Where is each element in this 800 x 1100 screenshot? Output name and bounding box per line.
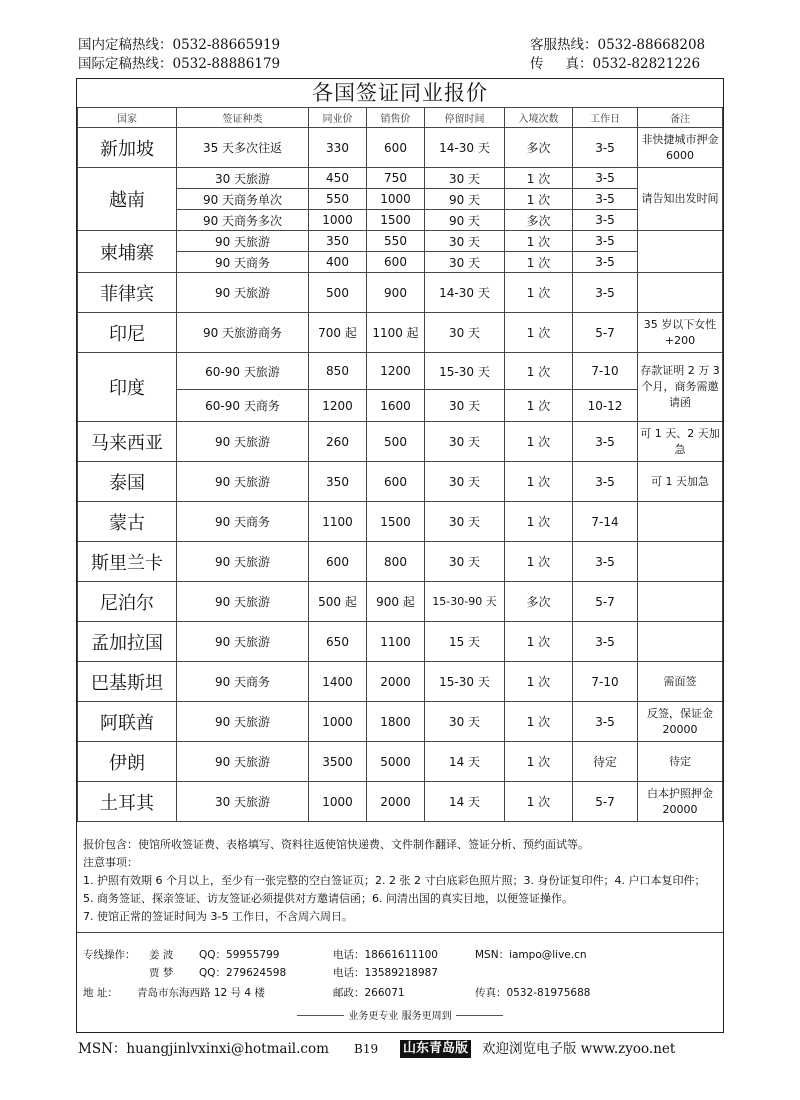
table-row <box>78 168 723 189</box>
notes-title: 注意事项： <box>83 856 138 869</box>
peer-price-cell: 260 <box>309 422 367 462</box>
visa-type-cell: 60-90 天商务 <box>177 390 309 422</box>
sale-price-cell: 900 起 <box>367 582 425 622</box>
terms-section <box>83 836 715 926</box>
visa-type-cell: 30 天旅游 <box>177 168 309 189</box>
sale-price-cell: 600 <box>367 462 425 502</box>
country-cell: 阿联酋 <box>78 702 177 742</box>
fax-label: 传 <box>530 56 544 72</box>
fax-contact: 传真：0532-81975688 <box>475 987 591 999</box>
page-number: B19 <box>354 1042 379 1056</box>
visa-type-cell: 90 天商务 <box>177 252 309 273</box>
entry-cell: 1 次 <box>505 168 573 189</box>
workdays-cell: 3-5 <box>573 189 638 210</box>
table-row <box>78 582 723 622</box>
peer-price-cell: 850 <box>309 353 367 390</box>
sale-price-cell: 750 <box>367 168 425 189</box>
address: 青岛市东海西路 12 号 4 楼 <box>137 987 265 999</box>
note-cell: 可 1 天、2 天加急 <box>638 422 723 462</box>
workdays-cell: 5-7 <box>573 582 638 622</box>
workdays-cell: 3-5 <box>573 128 638 168</box>
operator-phone: 电话：18661611100 <box>333 949 438 961</box>
peer-price-cell: 1400 <box>309 662 367 702</box>
intl-hotline: 国际定稿热线：0532-88886179 <box>78 56 281 72</box>
visa-type-cell: 90 天旅游 <box>177 582 309 622</box>
stay-cell: 14 天 <box>425 742 505 782</box>
note-cell: 请告知出发时间 <box>638 168 723 231</box>
entry-cell: 1 次 <box>505 390 573 422</box>
country-cell: 尼泊尔 <box>78 582 177 622</box>
stay-cell: 30 天 <box>425 542 505 582</box>
country-cell: 新加坡 <box>78 128 177 168</box>
workdays-cell: 3-5 <box>573 622 638 662</box>
note-cell <box>638 582 723 622</box>
workdays-cell: 5-7 <box>573 313 638 353</box>
sale-price-cell: 1100 起 <box>367 313 425 353</box>
column-header: 备注 <box>638 108 723 128</box>
visa-type-cell: 90 天旅游 <box>177 542 309 582</box>
stay-cell: 15-30-90 天 <box>425 582 505 622</box>
peer-price-cell: 1100 <box>309 502 367 542</box>
notes-text: 1. 护照有效期 6 个月以上，至少有一张完整的空白签证页；2. 2 张 2 寸白底彩色照片照；3. 身份证复印件；4. 户口本复印件；5. 商务签证、探亲签证、访友签证必须提供对方邀请信函；6. 问清出国的真实目地，以便签证操作。 <box>83 874 706 905</box>
column-header: 销售价 <box>367 108 425 128</box>
peer-price-cell: 1000 <box>309 782 367 822</box>
column-header: 工作日 <box>573 108 638 128</box>
column-header: 同业价 <box>309 108 367 128</box>
stay-cell: 90 天 <box>425 189 505 210</box>
peer-price-cell: 400 <box>309 252 367 273</box>
entry-cell: 1 次 <box>505 782 573 822</box>
operator-qq: QQ：279624598 <box>199 967 287 979</box>
slogan-text: 业务更专业 服务更周到 <box>344 1011 455 1022</box>
country-cell: 孟加拉国 <box>78 622 177 662</box>
column-header: 签证种类 <box>177 108 309 128</box>
stay-cell: 15 天 <box>425 622 505 662</box>
sale-price-cell: 1500 <box>367 210 425 231</box>
visa-price-table <box>77 107 723 822</box>
sale-price-cell: 1200 <box>367 353 425 390</box>
footer-website: 欢迎浏览电子版 www.zyoo.net <box>482 1041 676 1057</box>
country-cell: 伊朗 <box>78 742 177 782</box>
visa-type-cell: 90 天旅游商务 <box>177 313 309 353</box>
workdays-cell: 10-12 <box>573 390 638 422</box>
divider <box>77 932 723 933</box>
country-cell: 越南 <box>78 168 177 231</box>
operator-phone: 电话：13589218987 <box>333 967 438 979</box>
entry-cell: 1 次 <box>505 702 573 742</box>
workdays-cell: 3-5 <box>573 210 638 231</box>
entry-cell: 1 次 <box>505 231 573 252</box>
table-row <box>78 702 723 742</box>
country-cell: 印尼 <box>78 313 177 353</box>
country-cell: 马来西亚 <box>78 422 177 462</box>
address-label: 地 址： <box>83 987 118 999</box>
peer-price-cell: 1000 <box>309 210 367 231</box>
sale-price-cell: 1600 <box>367 390 425 422</box>
table-row <box>78 128 723 168</box>
price-includes: 报价包含：使馆所收签证费、表格填写、资料往返使馆快递费、文件制作翻译、签证分析、预约面试等。 <box>83 838 589 851</box>
stay-cell: 30 天 <box>425 168 505 189</box>
table-row <box>78 313 723 353</box>
column-header: 停留时间 <box>425 108 505 128</box>
note-cell: 35 岁以下女性+200 <box>638 313 723 353</box>
peer-price-cell: 650 <box>309 622 367 662</box>
sale-price-cell: 1800 <box>367 702 425 742</box>
note-cell <box>638 542 723 582</box>
sale-price-cell: 600 <box>367 128 425 168</box>
slogan <box>77 1007 723 1022</box>
sale-price-cell: 600 <box>367 252 425 273</box>
workdays-cell: 7-10 <box>573 662 638 702</box>
entry-cell: 1 次 <box>505 662 573 702</box>
sale-price-cell: 550 <box>367 231 425 252</box>
operator-name: 姜 波 <box>149 949 174 961</box>
workdays-cell: 3-5 <box>573 462 638 502</box>
country-cell: 菲律宾 <box>78 273 177 313</box>
operator-qq: QQ：59955799 <box>199 949 280 961</box>
entry-cell: 1 次 <box>505 273 573 313</box>
country-cell: 柬埔寨 <box>78 231 177 273</box>
stay-cell: 30 天 <box>425 313 505 353</box>
fax-number: 真：0532-82821226 <box>565 56 701 72</box>
workdays-cell: 3-5 <box>573 168 638 189</box>
country-cell: 斯里兰卡 <box>78 542 177 582</box>
postal-code: 邮政：266071 <box>333 987 405 999</box>
visa-type-cell: 90 天旅游 <box>177 273 309 313</box>
entry-cell: 1 次 <box>505 742 573 782</box>
table-row <box>78 782 723 822</box>
country-cell: 印度 <box>78 353 177 422</box>
workdays-cell: 待定 <box>573 742 638 782</box>
note-cell <box>638 502 723 542</box>
peer-price-cell: 1200 <box>309 390 367 422</box>
service-hotline: 客服热线：0532-88668208 <box>530 37 706 53</box>
workdays-cell: 7-10 <box>573 353 638 390</box>
stay-cell: 14-30 天 <box>425 128 505 168</box>
visa-type-cell: 30 天旅游 <box>177 782 309 822</box>
fax-line <box>530 55 700 73</box>
visa-type-cell: 90 天商务 <box>177 502 309 542</box>
note-cell: 待定 <box>638 742 723 782</box>
column-header: 入境次数 <box>505 108 573 128</box>
table-row <box>78 231 723 252</box>
table-header <box>78 108 723 128</box>
visa-type-cell: 60-90 天旅游 <box>177 353 309 390</box>
table-row <box>78 273 723 313</box>
visa-type-cell: 90 天旅游 <box>177 702 309 742</box>
visa-type-cell: 90 天旅游 <box>177 231 309 252</box>
country-cell: 巴基斯坦 <box>78 662 177 702</box>
footer-msn: MSN：huangjinlvxinxi@hotmail.com <box>78 1041 329 1057</box>
visa-type-cell: 90 天旅游 <box>177 462 309 502</box>
table-row <box>78 422 723 462</box>
visa-type-cell: 90 天旅游 <box>177 622 309 662</box>
peer-price-cell: 450 <box>309 168 367 189</box>
country-cell: 土耳其 <box>78 782 177 822</box>
workdays-cell: 3-5 <box>573 231 638 252</box>
entry-cell: 多次 <box>505 210 573 231</box>
peer-price-cell: 500 起 <box>309 582 367 622</box>
stay-cell: 30 天 <box>425 252 505 273</box>
sale-price-cell: 2000 <box>367 662 425 702</box>
visa-type-cell: 90 天商务多次 <box>177 210 309 231</box>
entry-cell: 1 次 <box>505 622 573 662</box>
note-cell <box>638 273 723 313</box>
stay-cell: 30 天 <box>425 231 505 252</box>
peer-price-cell: 1000 <box>309 702 367 742</box>
edition-logo: 山东青岛版 <box>400 1040 471 1058</box>
entry-cell: 1 次 <box>505 542 573 582</box>
table-row <box>78 353 723 390</box>
note-cell: 白本护照押金 20000 <box>638 782 723 822</box>
entry-cell: 1 次 <box>505 422 573 462</box>
stay-cell: 30 天 <box>425 462 505 502</box>
peer-price-cell: 550 <box>309 189 367 210</box>
table-row <box>78 542 723 582</box>
stay-cell: 30 天 <box>425 390 505 422</box>
notes-text-2: 7. 使馆正常的签证时间为 3-5 工作日，不含周六周日。 <box>83 910 353 923</box>
table-row <box>78 662 723 702</box>
sale-price-cell: 1100 <box>367 622 425 662</box>
operator-label: 专线操作： <box>83 949 136 961</box>
note-cell: 存款证明 2 万 3 个月，商务需邀请函 <box>638 353 723 422</box>
entry-cell: 1 次 <box>505 462 573 502</box>
table-row <box>78 502 723 542</box>
workdays-cell: 3-5 <box>573 702 638 742</box>
stay-cell: 90 天 <box>425 210 505 231</box>
domestic-hotline: 国内定稿热线：0532-88665919 <box>78 37 281 53</box>
workdays-cell: 3-5 <box>573 542 638 582</box>
entry-cell: 多次 <box>505 582 573 622</box>
sale-price-cell: 500 <box>367 422 425 462</box>
visa-type-cell: 90 天商务单次 <box>177 189 309 210</box>
visa-type-cell: 35 天多次往返 <box>177 128 309 168</box>
stay-cell: 30 天 <box>425 502 505 542</box>
stay-cell: 14-30 天 <box>425 273 505 313</box>
note-cell <box>638 231 723 273</box>
visa-type-cell: 90 天商务 <box>177 662 309 702</box>
note-cell: 反签，保证金 20000 <box>638 702 723 742</box>
country-cell: 泰国 <box>78 462 177 502</box>
table-row <box>78 742 723 782</box>
entry-cell: 1 次 <box>505 353 573 390</box>
entry-cell: 1 次 <box>505 313 573 353</box>
operator-name: 贾 梦 <box>149 967 174 979</box>
sale-price-cell: 1500 <box>367 502 425 542</box>
page-title: 各国签证同业报价 <box>312 81 488 105</box>
table-row <box>78 462 723 502</box>
table-row <box>78 622 723 662</box>
visa-type-cell: 90 天旅游 <box>177 742 309 782</box>
page-footer <box>78 1038 728 1060</box>
peer-price-cell: 500 <box>309 273 367 313</box>
stay-cell: 15-30 天 <box>425 662 505 702</box>
peer-price-cell: 600 <box>309 542 367 582</box>
peer-price-cell: 3500 <box>309 742 367 782</box>
entry-cell: 多次 <box>505 128 573 168</box>
note-cell: 非快捷城市押金 6000 <box>638 128 723 168</box>
price-sheet <box>76 78 724 1033</box>
workdays-cell: 5-7 <box>573 782 638 822</box>
sale-price-cell: 900 <box>367 273 425 313</box>
entry-cell: 1 次 <box>505 502 573 542</box>
stay-cell: 30 天 <box>425 702 505 742</box>
note-cell: 可 1 天加急 <box>638 462 723 502</box>
peer-price-cell: 700 起 <box>309 313 367 353</box>
sale-price-cell: 1000 <box>367 189 425 210</box>
workdays-cell: 3-5 <box>573 273 638 313</box>
entry-cell: 1 次 <box>505 252 573 273</box>
workdays-cell: 3-5 <box>573 252 638 273</box>
sale-price-cell: 800 <box>367 542 425 582</box>
visa-type-cell: 90 天旅游 <box>177 422 309 462</box>
note-cell <box>638 622 723 662</box>
sale-price-cell: 5000 <box>367 742 425 782</box>
country-cell: 蒙古 <box>78 502 177 542</box>
peer-price-cell: 350 <box>309 462 367 502</box>
workdays-cell: 7-14 <box>573 502 638 542</box>
stay-cell: 14 天 <box>425 782 505 822</box>
note-cell: 需面签 <box>638 662 723 702</box>
entry-cell: 1 次 <box>505 189 573 210</box>
stay-cell: 15-30 天 <box>425 353 505 390</box>
stay-cell: 30 天 <box>425 422 505 462</box>
workdays-cell: 3-5 <box>573 422 638 462</box>
column-header: 国家 <box>78 108 177 128</box>
sale-price-cell: 2000 <box>367 782 425 822</box>
operator-msn: MSN：iampo@live.cn <box>475 949 587 961</box>
peer-price-cell: 350 <box>309 231 367 252</box>
peer-price-cell: 330 <box>309 128 367 168</box>
